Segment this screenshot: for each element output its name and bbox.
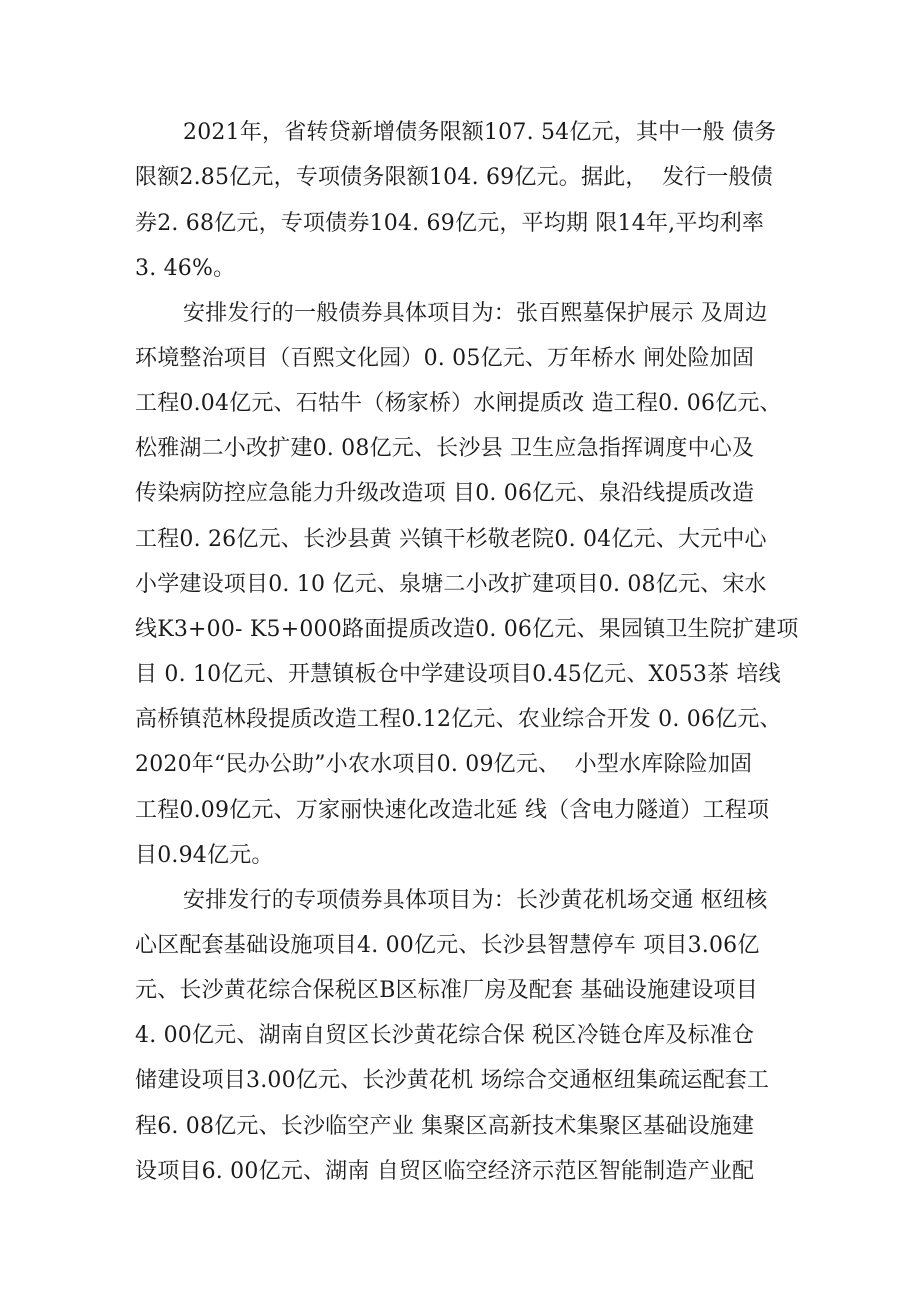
paragraph-2-line-13: 目0.94亿元。: [135, 843, 274, 868]
paragraph-3-line-6: 程6. 08亿元、长沙临空产业 集聚区高新技术集聚区基础设施建: [135, 1114, 755, 1139]
paragraph-3-line-2: 心区配套基础设施项目4. 00亿元、长沙县智慧停车 项目3.06亿: [135, 933, 760, 958]
paragraph-3-line-5: 储建设项目3.00亿元、长沙黄花机 场综合交通枢纽集疏运配套工: [135, 1068, 770, 1093]
paragraph-2-line-2: 环境整治项目（百熙文化园）0. 05亿元、万年桥水 闸处险加固: [135, 346, 755, 371]
paragraph-1-line-3: 券2. 68亿元，专项债券104. 69亿元，平均期 限14年,平均利率: [135, 211, 765, 236]
paragraph-3-line-4: 4. 00亿元、湖南自贸区长沙黄花综合保 税区冷链仓库及标准仓: [135, 1023, 755, 1048]
paragraph-1-line-2: 限额2.85亿元，专项债务限额104. 69亿元。据此， 发行一般债: [135, 165, 773, 190]
paragraph-3-line-7: 设项目6. 00亿元、湖南 自贸区临空经济示范区智能制造产业配: [135, 1159, 755, 1184]
paragraph-2-line-5: 传染病防控应急能力升级改造项 目0. 06亿元、泉沿线提质改造: [135, 481, 755, 506]
paragraph-3-line-1: 安排发行的专项债券具体项目为：长沙黄花机场交通 枢纽核: [183, 888, 768, 913]
paragraph-2-line-1: 安排发行的一般债券具体项目为：张百熙墓保护展示 及周边: [183, 301, 768, 326]
paragraph-2-line-7: 小学建设项目0. 10 亿元、泉塘二小改扩建项目0. 08亿元、宋水: [135, 572, 767, 597]
paragraph-2-line-8: 线K3+00- K5+000路面提质改造0. 06亿元、果园镇卫生院扩建项: [135, 617, 799, 642]
paragraph-1-line-4: 3. 46%。: [135, 256, 236, 281]
paragraph-1-line-1: 2021年，省转贷新增债务限额107. 54亿元，其中一般 债务: [183, 120, 777, 145]
paragraph-2-line-6: 工程0. 26亿元、长沙县黄 兴镇干杉敬老院0. 04亿元、大元中心: [135, 527, 767, 552]
paragraph-2-line-3: 工程0.04亿元、石牯牛（杨家桥）水闸提质改 造工程0. 06亿元、: [135, 391, 782, 416]
paragraph-3-line-3: 元、长沙黄花综合保税区B区标准厂房及配套 基础设施建设项目: [135, 978, 758, 1003]
paragraph-2-line-12: 工程0.09亿元、万家丽快速化改造北延 线（含电力隧道）工程项: [135, 798, 770, 823]
paragraph-2-line-4: 松雅湖二小改扩建0. 08亿元、长沙县 卫生应急指挥调度中心及: [135, 436, 755, 461]
paragraph-2-line-9: 目 0. 10亿元、开慧镇板仓中学建设项目0.45亿元、X053茶 培线: [135, 662, 781, 687]
paragraph-2-line-11: 2020年“民办公助”小农水项目0. 09亿元、 小型水库除险加固: [135, 752, 753, 777]
paragraph-2-line-10: 高桥镇范林段提质改造工程0.12亿元、农业综合开发 0. 06亿元、: [135, 707, 782, 732]
